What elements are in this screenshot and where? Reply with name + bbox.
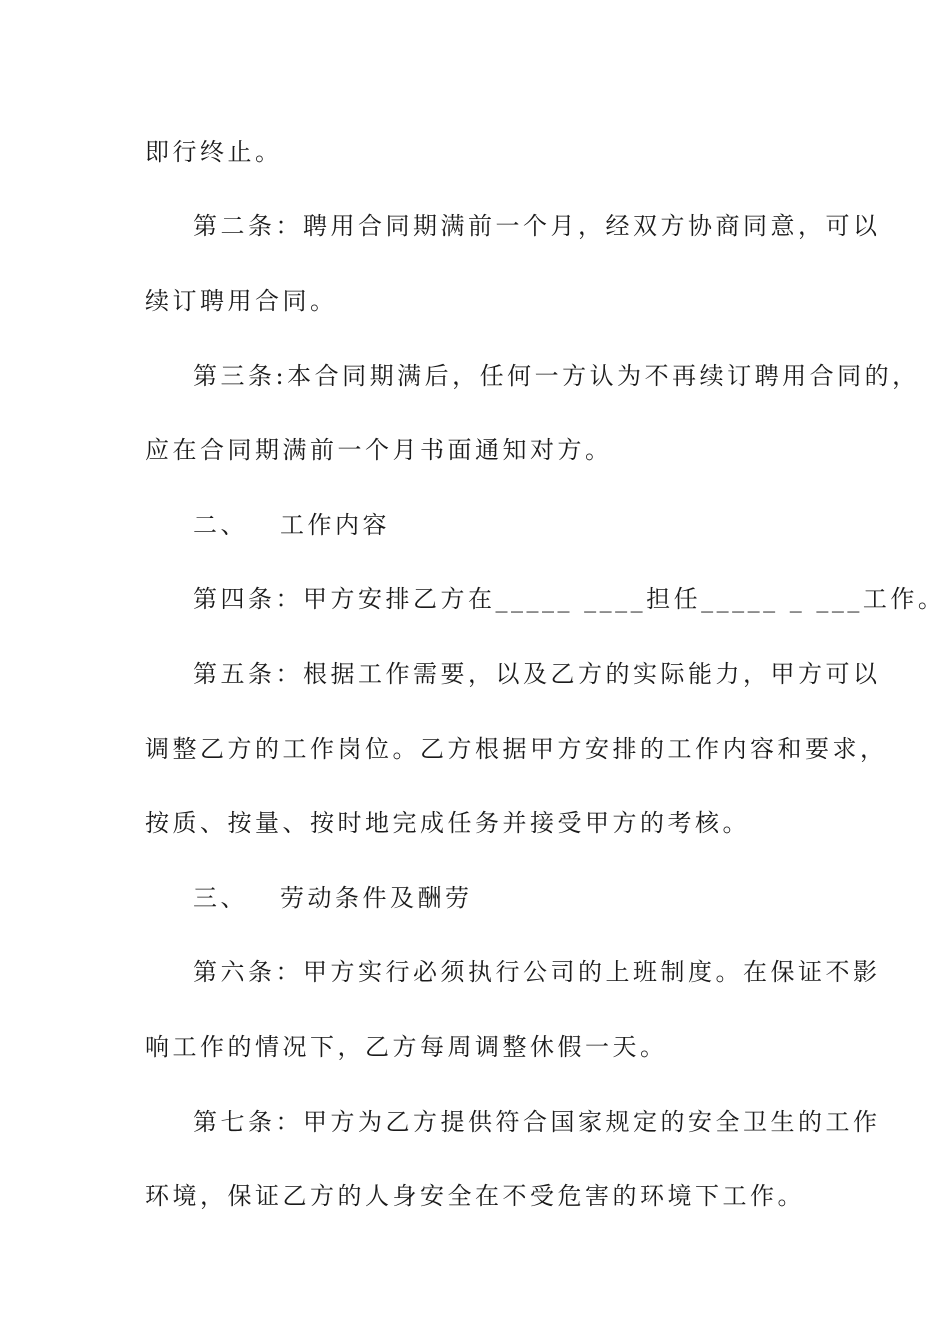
section-number: 三、 — [193, 884, 248, 912]
article-2-line-2: 续订聘用合同。 — [145, 287, 338, 315]
section-heading-3 — [193, 883, 473, 913]
article-3-line-2: 应在合同期满前一个月书面通知对方。 — [145, 436, 613, 464]
article-5-line-1: 第五条：根据工作需要，以及乙方的实际能力，甲方可以 — [193, 660, 881, 688]
article-5-line-2: 调整乙方的工作岗位。乙方根据甲方安排的工作内容和要求， — [145, 735, 888, 763]
article-2-line-1: 第二条：聘用合同期满前一个月，经双方协商同意，可以 — [193, 212, 881, 240]
section-title: 劳动条件及酬劳 — [280, 884, 473, 912]
article-7-line-2: 环境，保证乙方的人身安全在不受危害的环境下工作。 — [145, 1182, 805, 1210]
article-6-line-2: 响工作的情况下，乙方每周调整休假一天。 — [145, 1033, 668, 1061]
section-title: 工作内容 — [280, 511, 390, 539]
paragraph-line: 即行终止。 — [145, 138, 283, 166]
article-3-line-1: 第三条:本合同期满后，任何一方认为不再续订聘用合同的， — [193, 362, 920, 390]
section-number: 二、 — [193, 511, 248, 539]
section-heading-2 — [193, 510, 390, 540]
article-6-line-1: 第六条：甲方实行必须执行公司的上班制度。在保证不影 — [193, 958, 881, 986]
article-4-line-1: 第四条：甲方安排乙方在_____ ____担任_____ _ ___工作。 — [193, 585, 946, 613]
article-5-line-3: 按质、按量、按时地完成任务并接受甲方的考核。 — [145, 809, 750, 837]
article-7-line-1: 第七条：甲方为乙方提供符合国家规定的安全卫生的工作 — [193, 1108, 881, 1136]
